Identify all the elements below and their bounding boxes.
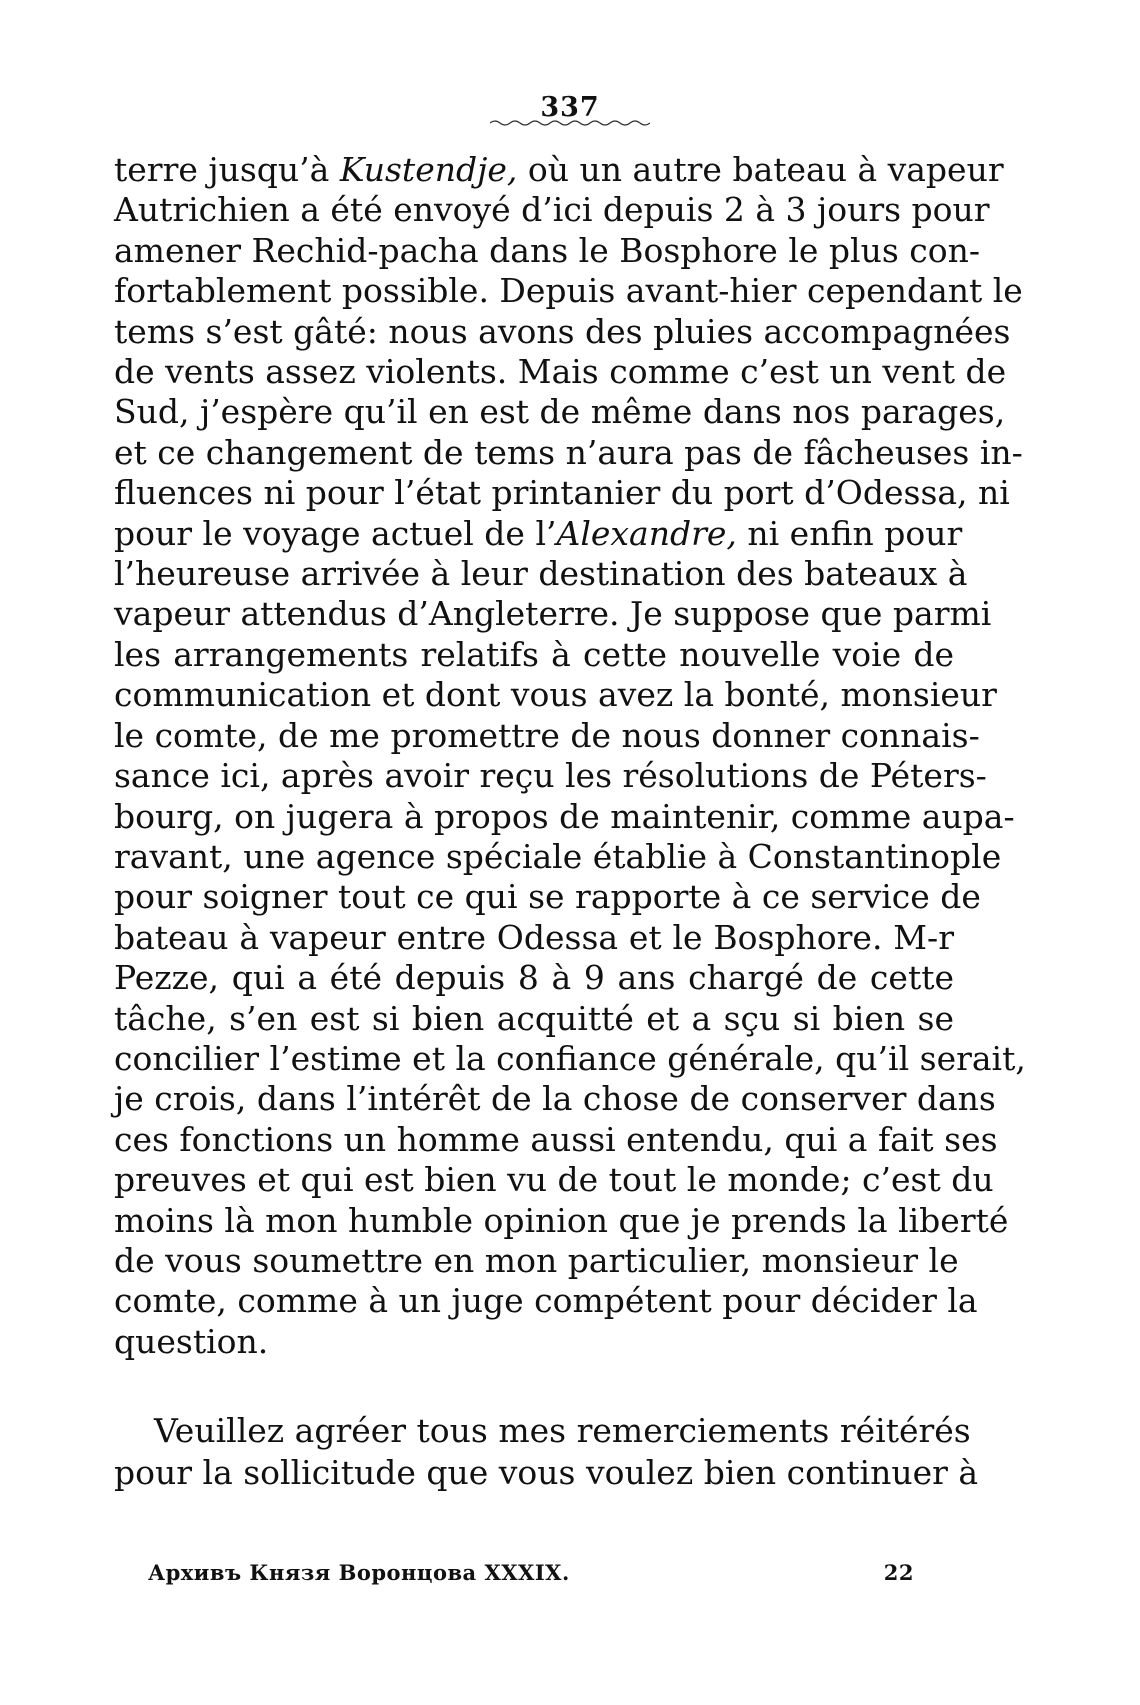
text-line bbox=[114, 473, 1010, 513]
text-line bbox=[114, 311, 1011, 352]
text-segment: terre jusqu’à bbox=[114, 150, 340, 189]
text-segment: concilier l’estime et la confiance générale, qu’il serait, bbox=[114, 1038, 1026, 1078]
text-segment: sance ici, après avoir reçu les résolutions de Péters- bbox=[114, 756, 987, 796]
text-line bbox=[114, 150, 1004, 190]
text-segment: et ce changement de tems n’aura pas de fâcheuses in- bbox=[114, 432, 1023, 472]
text-segment: pour le voyage actuel de l’ bbox=[114, 513, 557, 553]
text-line bbox=[114, 554, 968, 594]
text-line bbox=[114, 999, 954, 1039]
text-segment: preuves et qui est bien vu de tout le monde; c’est du bbox=[114, 1160, 994, 1200]
text-segment: bourg, on jugera à propos de maintenir, comme aupa- bbox=[114, 796, 1015, 836]
text-line bbox=[114, 836, 1002, 877]
text-line bbox=[114, 958, 954, 998]
text-segment: je crois, dans l’intérêt de la chose de conserver dans bbox=[114, 1079, 996, 1119]
page-footer bbox=[148, 1560, 914, 1585]
text-segment: tâche, s’en est si bien acquitté et a sçu si bien se bbox=[114, 998, 954, 1038]
closing-paragraph bbox=[114, 1410, 979, 1494]
italic-segment: Kustendje, bbox=[339, 150, 518, 189]
text-line bbox=[114, 1240, 959, 1281]
text-segment: fluences ni pour l’état printanier du port d’Odessa, ni bbox=[114, 473, 1010, 513]
text-segment: question. bbox=[114, 1321, 269, 1361]
text-line bbox=[114, 675, 997, 715]
text-segment: de vous soumettre en mon particulier, monsieur le bbox=[114, 1240, 959, 1280]
archive-title: Архивъ Князя Воронцова XXXIX. bbox=[148, 1560, 570, 1585]
text-line bbox=[114, 1038, 1026, 1079]
text-segment: communication et dont vous avez la bonté, monsieur bbox=[114, 675, 997, 715]
text-segment: comte, comme à un juge compétent pour décider la bbox=[114, 1281, 978, 1321]
italic-segment: Alexandre, bbox=[556, 513, 737, 553]
text-segment: tems s’est gâté: nous avons des pluies accompagnées bbox=[114, 311, 1011, 351]
text-line bbox=[114, 271, 1023, 311]
text-line bbox=[114, 1160, 994, 1200]
text-segment: Autrichien a été envoyé d’ici depuis 2 à 3 jours pour bbox=[114, 190, 990, 230]
text-segment: ces fonctions un homme aussi entendu, qui a fait ses bbox=[114, 1119, 998, 1159]
text-line bbox=[114, 594, 992, 634]
text-line bbox=[114, 190, 990, 230]
text-line bbox=[114, 796, 1015, 837]
text-segment: vapeur attendus d’Angleterre. Je suppose que parmi bbox=[114, 594, 992, 634]
text-line bbox=[114, 352, 1007, 392]
text-line bbox=[114, 230, 981, 271]
text-segment: ravant, une agence spéciale établie à Constantinople bbox=[114, 836, 1002, 876]
text-segment: amener Rechid-pacha dans le Bosphore le plus con- bbox=[114, 230, 981, 270]
text-line bbox=[114, 513, 963, 554]
text-line bbox=[114, 1281, 978, 1321]
text-segment: les arrangements relatifs à cette nouvelle voie de bbox=[114, 634, 954, 674]
text-line bbox=[114, 715, 980, 756]
text-segment: de vents assez violents. Mais comme c’est un vent de bbox=[114, 352, 1007, 392]
closing-line: Veuillez agréer tous mes remerciements réitérés bbox=[154, 1411, 971, 1450]
text-line bbox=[114, 877, 981, 917]
text-segment: moins là mon humble opinion que je prends la liberté bbox=[114, 1200, 1009, 1240]
text-line bbox=[114, 635, 954, 675]
text-line bbox=[114, 1200, 1009, 1241]
page-number bbox=[0, 92, 1140, 127]
closing-line: pour la sollicitude que vous voulez bien continuer à bbox=[114, 1453, 979, 1492]
signature-mark: 22 bbox=[883, 1560, 914, 1585]
text-segment: fortablement possible. Depuis avant-hier cependant le bbox=[114, 271, 1023, 311]
text-segment: l’heureuse arrivée à leur destination des bateaux à bbox=[114, 554, 968, 594]
text-segment: ni enfin pour bbox=[736, 513, 963, 553]
text-segment: Pezze, qui a été depuis 8 à 9 ans chargé de cette bbox=[114, 958, 954, 998]
text-segment: pour soigner tout ce qui se rapporte à ce service de bbox=[114, 877, 981, 917]
text-segment: bateau à vapeur entre Odessa et le Bosphore. M-r bbox=[114, 917, 954, 957]
text-line bbox=[114, 392, 1006, 432]
text-segment: Sud, j’espère qu’il en est de même dans nos parages, bbox=[114, 392, 1006, 432]
text-line bbox=[114, 1119, 998, 1160]
text-line bbox=[114, 756, 987, 796]
text-line bbox=[114, 1322, 954, 1362]
text-segment: où un autre bateau à vapeur bbox=[517, 150, 1004, 189]
letter-body bbox=[114, 150, 1026, 1362]
text-line bbox=[114, 1079, 996, 1119]
text-line bbox=[114, 432, 1023, 473]
text-line bbox=[114, 918, 954, 958]
text-segment: le comte, de me promettre de nous donner connais- bbox=[114, 715, 980, 755]
page-number-text: 337 bbox=[540, 92, 600, 123]
